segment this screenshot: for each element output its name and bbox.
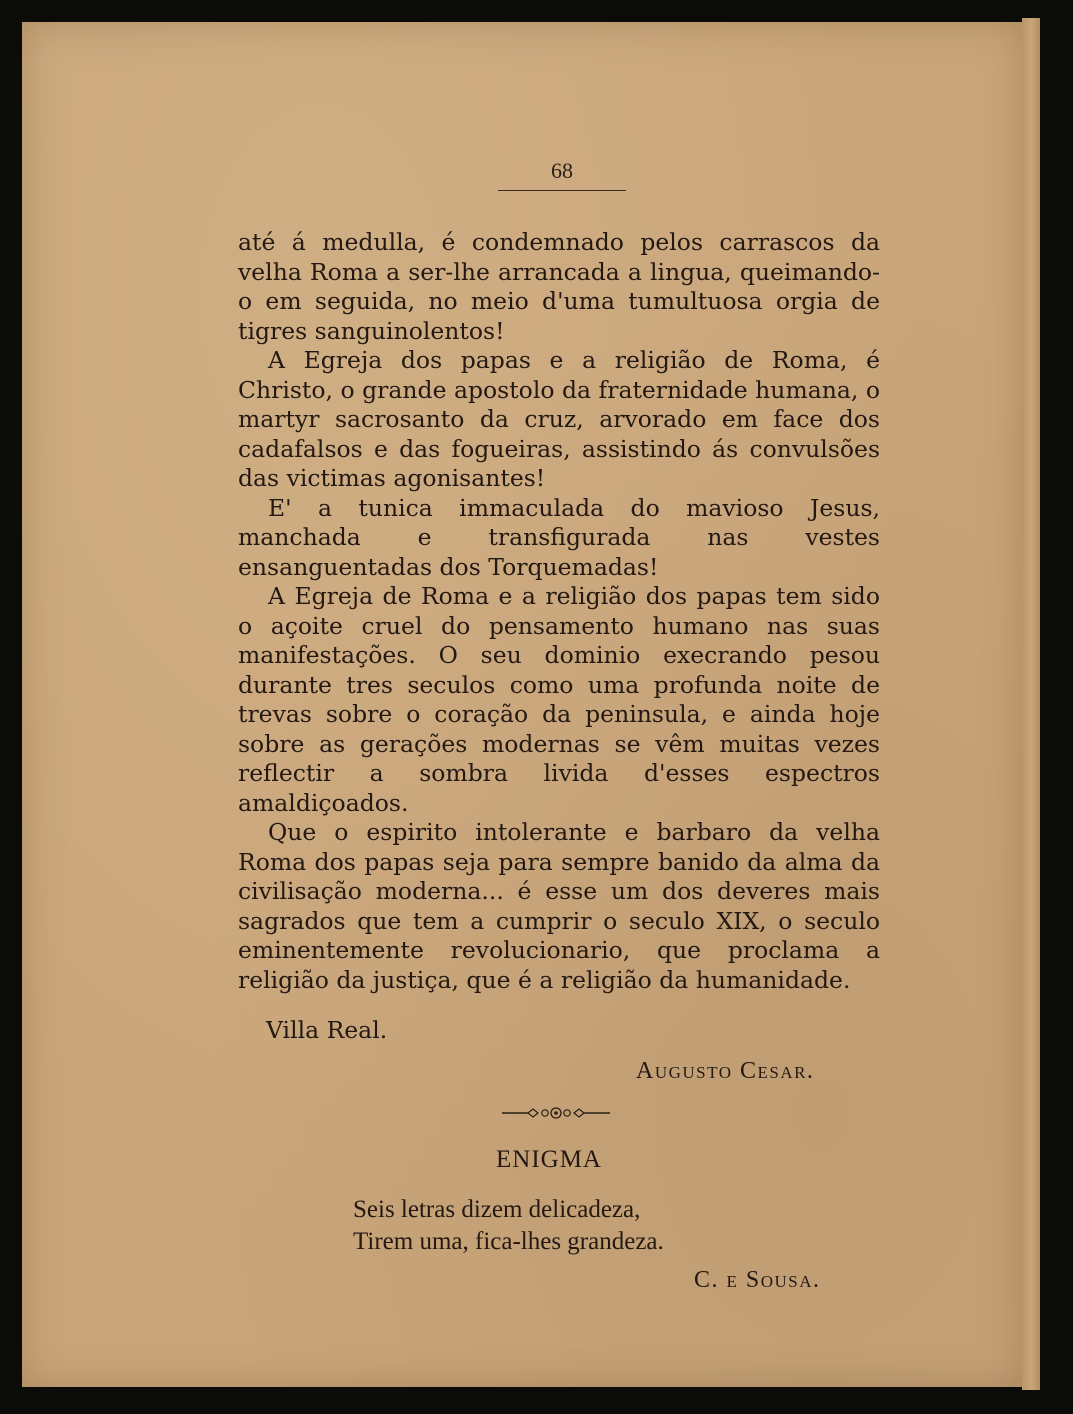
scan-border-right [1040, 10, 1073, 1400]
paragraph: até á medulla, é condemnado pelos carrascos da velha Roma a ser-lhe arrancada a lingua, queimando-o em seguida, no meio d'uma tumultuosa orgia de tigres sanguinolentos! [238, 228, 880, 345]
enigma-verse [353, 1194, 664, 1258]
article-place: Villa Real. [266, 1016, 388, 1044]
header-rule [498, 190, 626, 191]
enigma-title: ENIGMA [496, 1146, 602, 1173]
article-body [238, 228, 880, 995]
page-number: 68 [551, 158, 573, 183]
enigma-author: C. e Sousa. [694, 1267, 821, 1293]
verse-line: Tirem uma, fica-lhes grandeza. [353, 1228, 664, 1255]
paragraph: E' a tunica immaculada do mavioso Jesus, manchada e transfigurada nas vestes ensanguentadas dos Torquemadas! [238, 493, 880, 581]
ornament-divider-icon [500, 1104, 612, 1122]
paragraph: Que o espirito intolerante e barbaro da velha Roma dos papas seja para sempre banido da alma da civilisação moderna... é esse um dos deveres mais sagrados que tem a cumprir o seculo XIX, o seculo eminentemente revolucionario, que proclama a religião da justiça, que é a religião da humanidade. [238, 818, 880, 994]
paragraph: A Egreja de Roma e a religião dos papas tem sido o açoite cruel do pensamento humano nas suas manifestações. O seu dominio execrando pesou durante tres seculos como uma profunda noite de trevas sobre o coração da peninsula, e ainda hoje sobre as gerações modernas se vêm muitas vezes reflectir a sombra livida d'esses espectros amaldiçoados. [238, 582, 880, 817]
article-author: Augusto Cesar. [636, 1058, 815, 1084]
paragraph: A Egreja dos papas e a religião de Roma, é Christo, o grande apostolo da fraternidade humana, o martyr sacrosanto da cruz, arvorado em face dos cadafalsos e das fogueiras, assistindo ás convulsões das victimas agonisantes! [238, 346, 880, 492]
verse-line: Seis letras dizem delicadeza, [353, 1196, 641, 1223]
